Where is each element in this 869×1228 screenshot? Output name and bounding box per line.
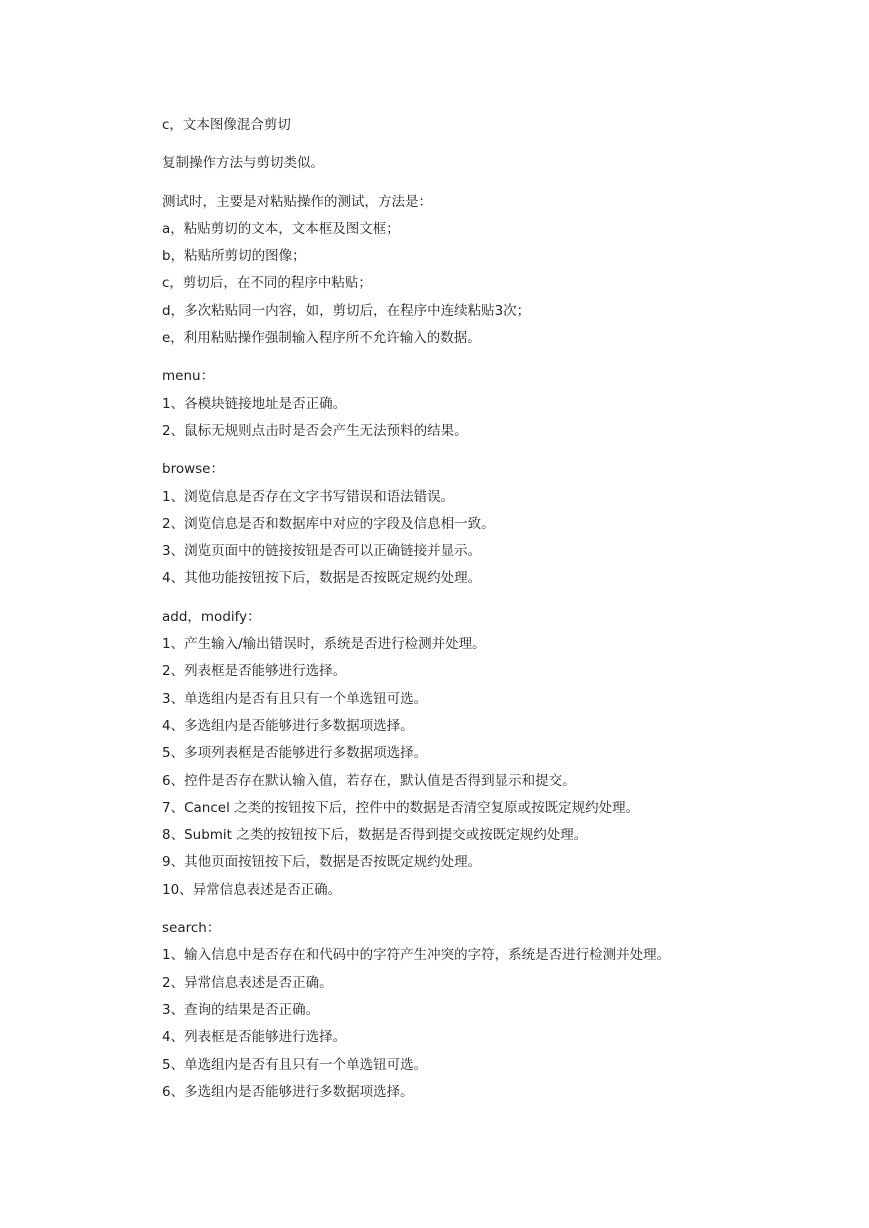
text-line: 复制操作方法与剪切类似。 [162, 155, 324, 172]
section-menu [162, 363, 842, 445]
list-item: 1、输入信息中是否存在和代码中的字符产生冲突的字符，系统是否进行检测并处理。 [162, 947, 671, 964]
list-item: 2、鼠标无规则点击时是否会产生无法预料的结果。 [162, 422, 468, 439]
list-item: 4、其他功能按钮按下后，数据是否按既定规约处理。 [162, 570, 482, 587]
list-item: 6、多选组内是否能够进行多数据项选择。 [162, 1083, 414, 1100]
list-item: e，利用粘贴操作强制输入程序所不允许输入的数据。 [162, 330, 481, 347]
list-item: 2、浏览信息是否和数据库中对应的字段及信息相一致。 [162, 515, 495, 532]
list-item: a，粘贴剪切的文本，文本框及图文框； [162, 220, 400, 237]
list-item: 8、Submit 之类的按钮按下后，数据是否得到提交或按既定规约处理。 [162, 827, 588, 844]
list-item: 1、浏览信息是否存在文字书写错误和语法错误。 [162, 488, 455, 505]
list-item: 3、浏览页面中的链接按钮是否可以正确链接并显示。 [162, 543, 482, 560]
list-item: 7、Cancel 之类的按钮按下后，控件中的数据是否清空复原或按既定规约处理。 [162, 799, 640, 816]
list-item: b，粘贴所剪切的图像； [162, 248, 306, 265]
section-heading: menu： [162, 368, 215, 385]
list-item: 4、多选组内是否能够进行多数据项选择。 [162, 717, 414, 734]
list-item: d，多次粘贴同一内容，如，剪切后，在程序中连续粘贴3次； [162, 302, 531, 319]
list-item: 2、异常信息表述是否正确。 [162, 974, 333, 991]
list-item: c，剪切后，在不同的程序中粘贴； [162, 275, 372, 292]
list-item: 3、单选组内是否有且只有一个单选钮可选。 [162, 690, 428, 707]
section-paste-test [162, 189, 842, 353]
section-search [162, 915, 842, 1106]
document-body [162, 112, 842, 1106]
list-item: 3、查询的结果是否正确。 [162, 1001, 320, 1018]
list-item: 10、异常信息表述是否正确。 [162, 881, 342, 898]
list-item: 6、控件是否存在默认输入值，若存在，默认值是否得到显示和提交。 [162, 772, 576, 789]
list-item: 9、其他页面按钮按下后，数据是否按既定规约处理。 [162, 854, 482, 871]
section-browse [162, 456, 842, 592]
section-add-modify [162, 604, 842, 904]
section-cut-mixed [162, 112, 842, 139]
list-item: 4、列表框是否能够进行选择。 [162, 1029, 347, 1046]
list-item: 2、列表框是否能够进行选择。 [162, 663, 347, 680]
section-heading: browse： [162, 461, 224, 478]
list-item: 5、多项列表框是否能够进行多数据项选择。 [162, 745, 428, 762]
list-item: 1、产生输入/输出错误时，系统是否进行检测并处理。 [162, 636, 486, 653]
text-line: c，文本图像混合剪切 [162, 117, 291, 133]
list-item: 1、各模块链接地址是否正确。 [162, 395, 347, 412]
section-heading: 测试时，主要是对粘贴操作的测试，方法是： [162, 193, 432, 210]
list-item: 5、单选组内是否有且只有一个单选钮可选。 [162, 1056, 428, 1073]
section-heading: search： [162, 920, 221, 937]
section-heading: add，modify： [162, 608, 261, 625]
section-copy [162, 150, 842, 177]
